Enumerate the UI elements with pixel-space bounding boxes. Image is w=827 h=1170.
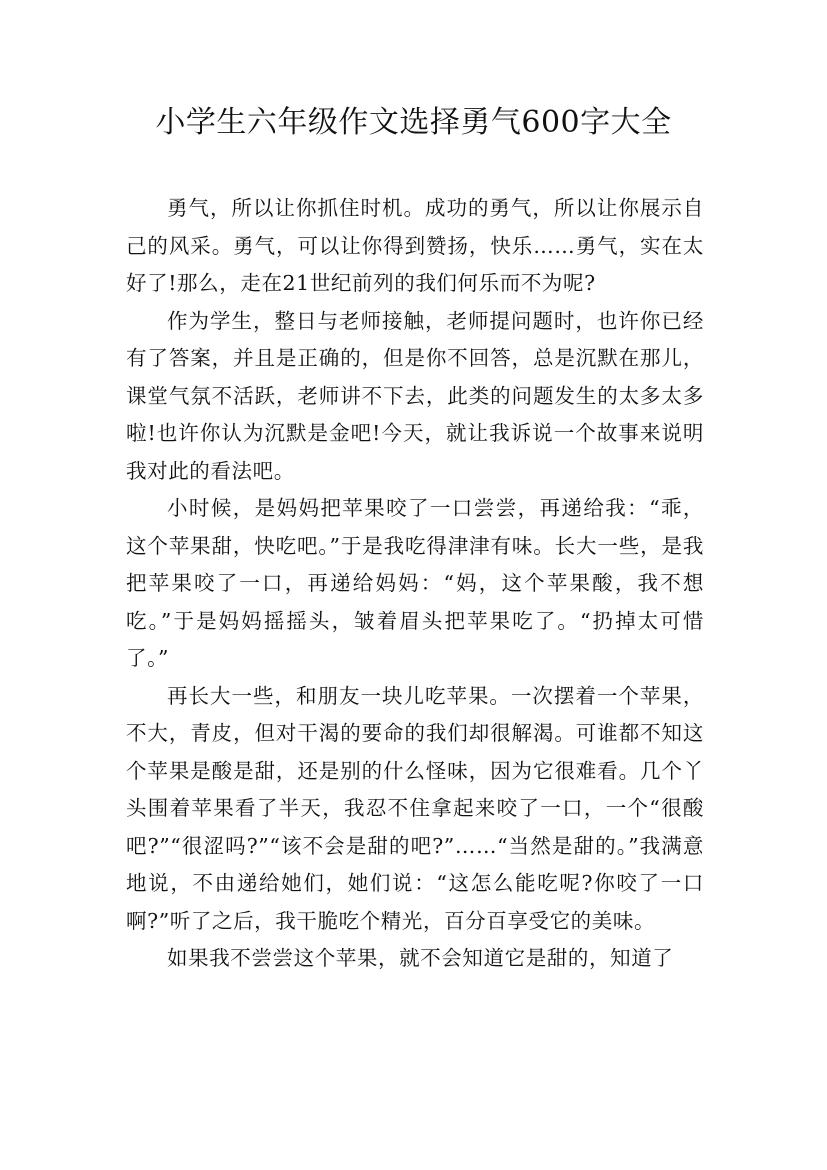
paragraph-2: 作为学生，整日与老师接触，老师提问题时，也许你已经有了答案，并且是正确的，但是你不回答，总是沉默在那儿，课堂气氛不活跃，老师讲不下去，此类的问题发生的太多太多啦!也许你认为沉默是金吧!今天，就让我诉说一个故事来说明我对此的看法吧。 xyxy=(126,308,704,483)
paragraph-1: 勇气，所以让你抓住时机。成功的勇气，所以让你展示自己的风采。勇气，可以让你得到赞扬，快乐……勇气，实在太好了!那么，走在21世纪前列的我们何乐而不为呢? xyxy=(126,196,704,295)
paragraph-4: 再长大一些，和朋友一块儿吃苹果。一次摆着一个苹果，不大，青皮，但对干渴的要命的我们却很解渴。可谁都不知这个苹果是酸是甜，还是别的什么怪味，因为它很难看。几个丫头围着苹果看了半天，我忍不住拿起来咬了一口，一个“很酸吧?”“很涩吗?”“该不会是甜的吧?”……“当然是甜的。”我满意地说，不由递给她们，她们说：“这怎么能吃呢?你咬了一口啊?”听了之后，我干脆吃个精光，百分百享受它的美味。 xyxy=(126,683,704,933)
paragraph-5: 如果我不尝尝这个苹果，就不会知道它是甜的，知道了 xyxy=(167,946,674,970)
paragraph-3: 小时候，是妈妈把苹果咬了一口尝尝，再递给我：“乖，这个苹果甜，快吃吧。”于是我吃得津津有味。长大一些，是我把苹果咬了一口，再递给妈妈：“妈，这个苹果酸，我不想吃。”于是妈妈摇摇头，皱着眉头把苹果吃了。“扔掉太可惜了。” xyxy=(126,496,704,670)
page-title: 小学生六年级作文选择勇气600字大全 xyxy=(155,105,672,140)
essay-body xyxy=(126,190,704,978)
